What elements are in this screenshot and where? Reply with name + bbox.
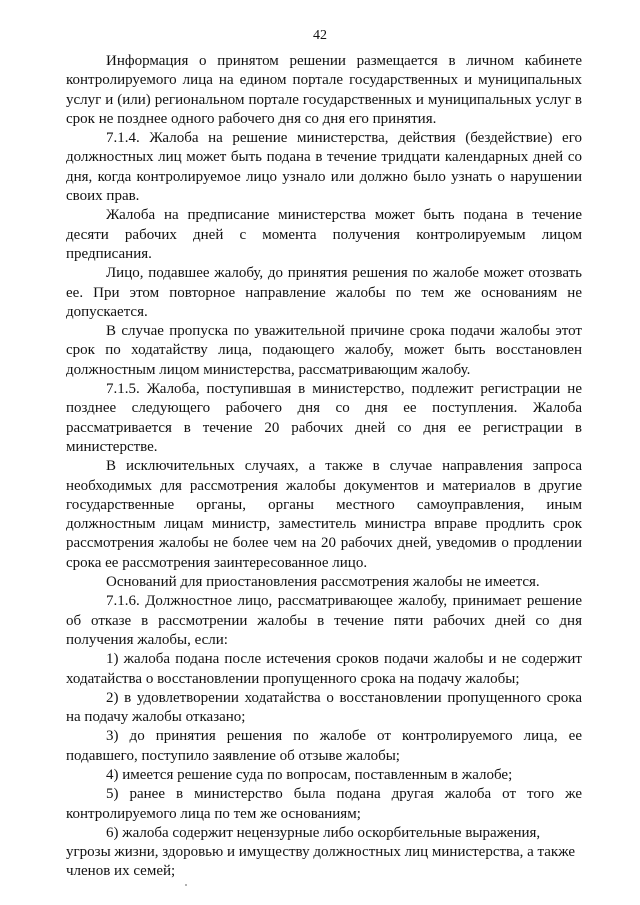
paragraph-withdrawal: Лицо, подавшее жалобу, до принятия решения по жалобе может отозвать ее. При этом повторное направление жалобы по тем же основаниям не допускается. — [66, 265, 582, 320]
paragraph-prescription-complaint: Жалоба на предписание министерства может быть подана в течение десяти рабочих дней с момента получения контролируемым лицом предписания. — [66, 207, 582, 262]
paragraph-exceptional-cases: В исключительных случаях, а также в случае направления запроса необходимых для рассмотрения жалобы документов и материалов в другие государственные органы, органы местного самоуправления, иным должностным лицам министр, заместитель министра вправе продлить срок рассмотрения жалобы не более чем на 20 рабочих дней, уведомив о продлении срока ее рассмотрения заинтересованное лицо. — [66, 458, 582, 571]
list-item-5: 5) ранее в министерство была подана другая жалоба от того же контролируемого лица по тем же основаниям; — [66, 786, 582, 822]
paragraph-missed-deadline: В случае пропуска по уважительной причине срока подачи жалобы этот срок по ходатайству лица, подающего жалобу, может быть восстановлен должностным лицом министерства, рассматривающим жалобу. — [66, 323, 582, 378]
document-body — [66, 52, 582, 882]
list-item-6: 6) жалоба содержит нецензурные либо оскорбительные выражения, угрозы жизни, здоровью и имуществу должностных лиц министерства, а также членов их семей; — [66, 824, 576, 880]
list-item-4: 4) имеется решение суда по вопросам, поставленным в жалобе; — [106, 766, 513, 783]
scan-speck — [185, 884, 187, 886]
paragraph-decision-info: Информация о принятом решении размещается в личном кабинете контролируемого лица на едином портале государственных и муниципальных услуг и (или) региональном портале государственных и муниципальных услуг в срок не позднее одного рабочего дня со дня его принятия. — [66, 53, 582, 127]
paragraph-no-suspension: Оснований для приостановления рассмотрения жалобы не имеется. — [106, 574, 540, 591]
paragraph-7-1-4: 7.1.4. Жалоба на решение министерства, действия (бездействие) его должностных лиц может быть подана в течение тридцати календарных дней со дня, когда контролируемое лицо узнало или должно было узнать о нарушении своих прав. — [66, 130, 582, 205]
paragraph-7-1-6: 7.1.6. Должностное лицо, рассматривающее жалобу, принимает решение об отказе в рассмотрении жалобы в течение пяти рабочих дней со дня получения жалобы, если: — [66, 593, 582, 648]
page-number: 42 — [313, 28, 327, 43]
list-item-2: 2) в удовлетворении ходатайства о восстановлении пропущенного срока на подачу жалобы отказано; — [66, 689, 582, 726]
paragraph-7-1-5: 7.1.5. Жалоба, поступившая в министерство, подлежит регистрации не позднее следующего рабочего дня со дня ее поступления. Жалоба рассматривается в течение 20 рабочих дней со дня ее регистрации в министерстве. — [66, 381, 582, 455]
list-item-3: 3) до принятия решения по жалобе от контролируемого лица, ее подавшего, поступило заявление об отзыве жалобы; — [66, 728, 582, 764]
list-item-1: 1) жалоба подана после истечения сроков подачи жалобы и не содержит ходатайства о восстановлении пропущенного срока на подачу жалобы; — [66, 651, 582, 687]
